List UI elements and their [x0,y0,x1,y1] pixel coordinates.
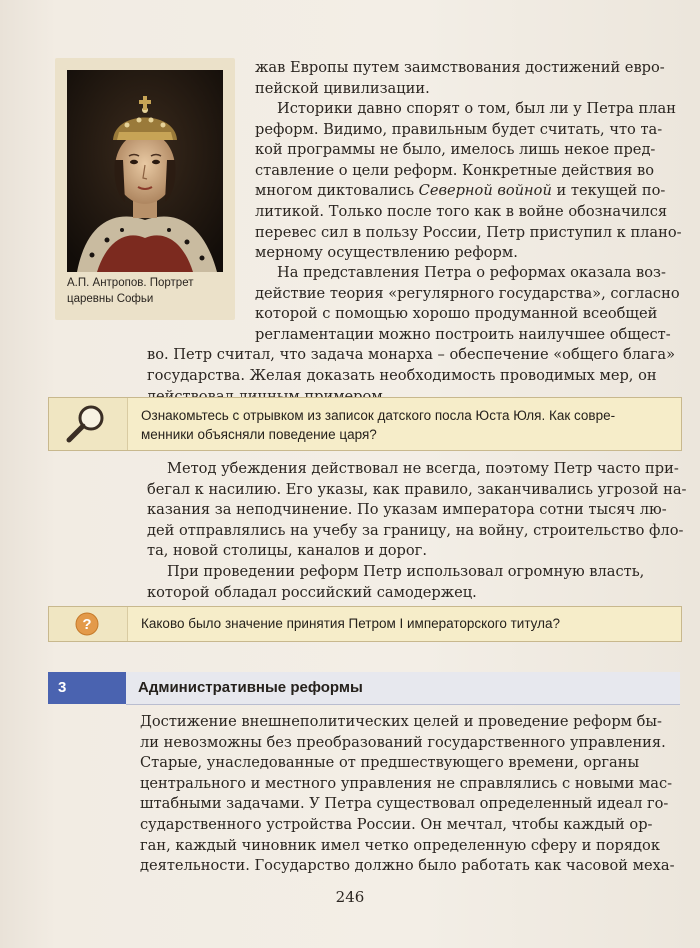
text-line: Историки давно спорят о том, был ли у Петра план [277,100,676,117]
text-line: На представления Петра о реформах оказала воз- [277,264,666,281]
paragraph-power [147,562,667,603]
text-fragment: и текущей по- [556,182,666,200]
text-line: реформ. Видимо, правильным будет считать, что та- [255,120,663,138]
page-number: 246 [335,888,365,906]
text-line: литикой. Только после того как в войне обозначился [255,202,668,220]
text-fragment: многом диктовались [255,182,415,200]
text-line: перевес сил в пользу России, Петр приступил к плано- [255,223,682,241]
text-line: деятельности. Государство должно было работать как часовой меха- [140,857,675,875]
text-line: пейской цивилизации. [255,79,430,97]
section-number: 3 [48,672,126,704]
section-heading [48,672,680,704]
text-line: Метод убеждения действовал не всегда, поэтому Петр часто при- [167,460,679,477]
task-line: менники объясняли поведение царя? [141,427,377,442]
portrait-painting-icon [67,70,223,272]
text-line: бегал к насилию. Его указы, как правило, заканчивались угрозой на- [147,480,687,498]
text-line: ставление о цели реформ. Конкретные действия во [255,161,655,179]
paragraph-coercion [147,459,687,562]
text-line: действие теория «регулярного государства», согласно [255,284,680,302]
question-icon [49,607,127,641]
text-line: регламентации можно построить наилучшее общест- [255,325,671,343]
text-line: штабными задачами. У Петра существовал определенный идеал го- [140,795,669,813]
text-line: во. Петр считал, что задача монарха – обеспечение «общего блага» [147,346,676,364]
svg-text:?: ? [82,616,92,633]
text-line: сударственного устройства России. Он мечтал, чтобы каждый ор- [140,815,653,833]
text-line: которой с помощью хорошо продуманной всеобщей [255,305,658,323]
text-line-mixed [255,181,667,202]
task-line: Ознакомьтесь с отрывком из записок датского посла Юста Юля. Как совре- [141,408,616,423]
text-line: центрального и местного управления не справлялись с новыми мас- [140,774,673,792]
text-line: дей отправлялись на учебу за границу, на войну, строительство фло- [147,521,684,539]
task-box [48,397,682,451]
text-line: казания за неподчинение. По указам императора сотни тысяч лю- [147,501,667,519]
caption-line: А.П. Антропов. Портрет [67,277,194,289]
question-text [141,614,671,633]
text-line: жав Европы путем заимствования достижений евро- [255,59,665,76]
task-text [141,406,671,444]
text-line: кой программы не было, имелось лишь некое пред- [255,141,656,159]
text-line: При проведении реформ Петр использовал огромную власть, [167,563,645,580]
text-line: Старые, унаследованные от предшествующего времени, органы [140,754,640,772]
text-line: ли невозможны без преобразований государственного управления. [140,733,666,751]
question-line: Каково было значение принятия Петром I императорского титула? [141,616,561,631]
italic-term-northern-war: Северной войной [418,182,552,200]
question-icon-cell [49,607,128,641]
task-icon-cell [49,398,128,450]
portrait-image [67,70,223,272]
text-line: мерному осуществлению реформ. [255,244,518,262]
text-line: государства. Желая доказать необходимость проводимых мер, он [147,366,657,384]
section-title: Административные реформы [138,679,363,696]
magnifier-icon [49,398,127,450]
question-box [48,606,682,642]
paragraph-historians [255,99,682,264]
caption-line: царевны Софьи [67,293,154,305]
text-line: Достижение внешнеполитических целей и проведение реформ бы- [140,713,662,730]
text-line: та, новой столицы, каналов и дорог. [147,542,427,560]
paragraph-administration [140,712,675,877]
paragraph-regular-state [147,263,680,407]
text-line: которой обладал российский самодержец. [147,583,477,601]
section-title-cell [126,672,680,705]
text-line: ган, каждый чиновник имел четко определенную сферу и порядок [140,836,660,854]
paragraph-continuation [255,58,667,99]
